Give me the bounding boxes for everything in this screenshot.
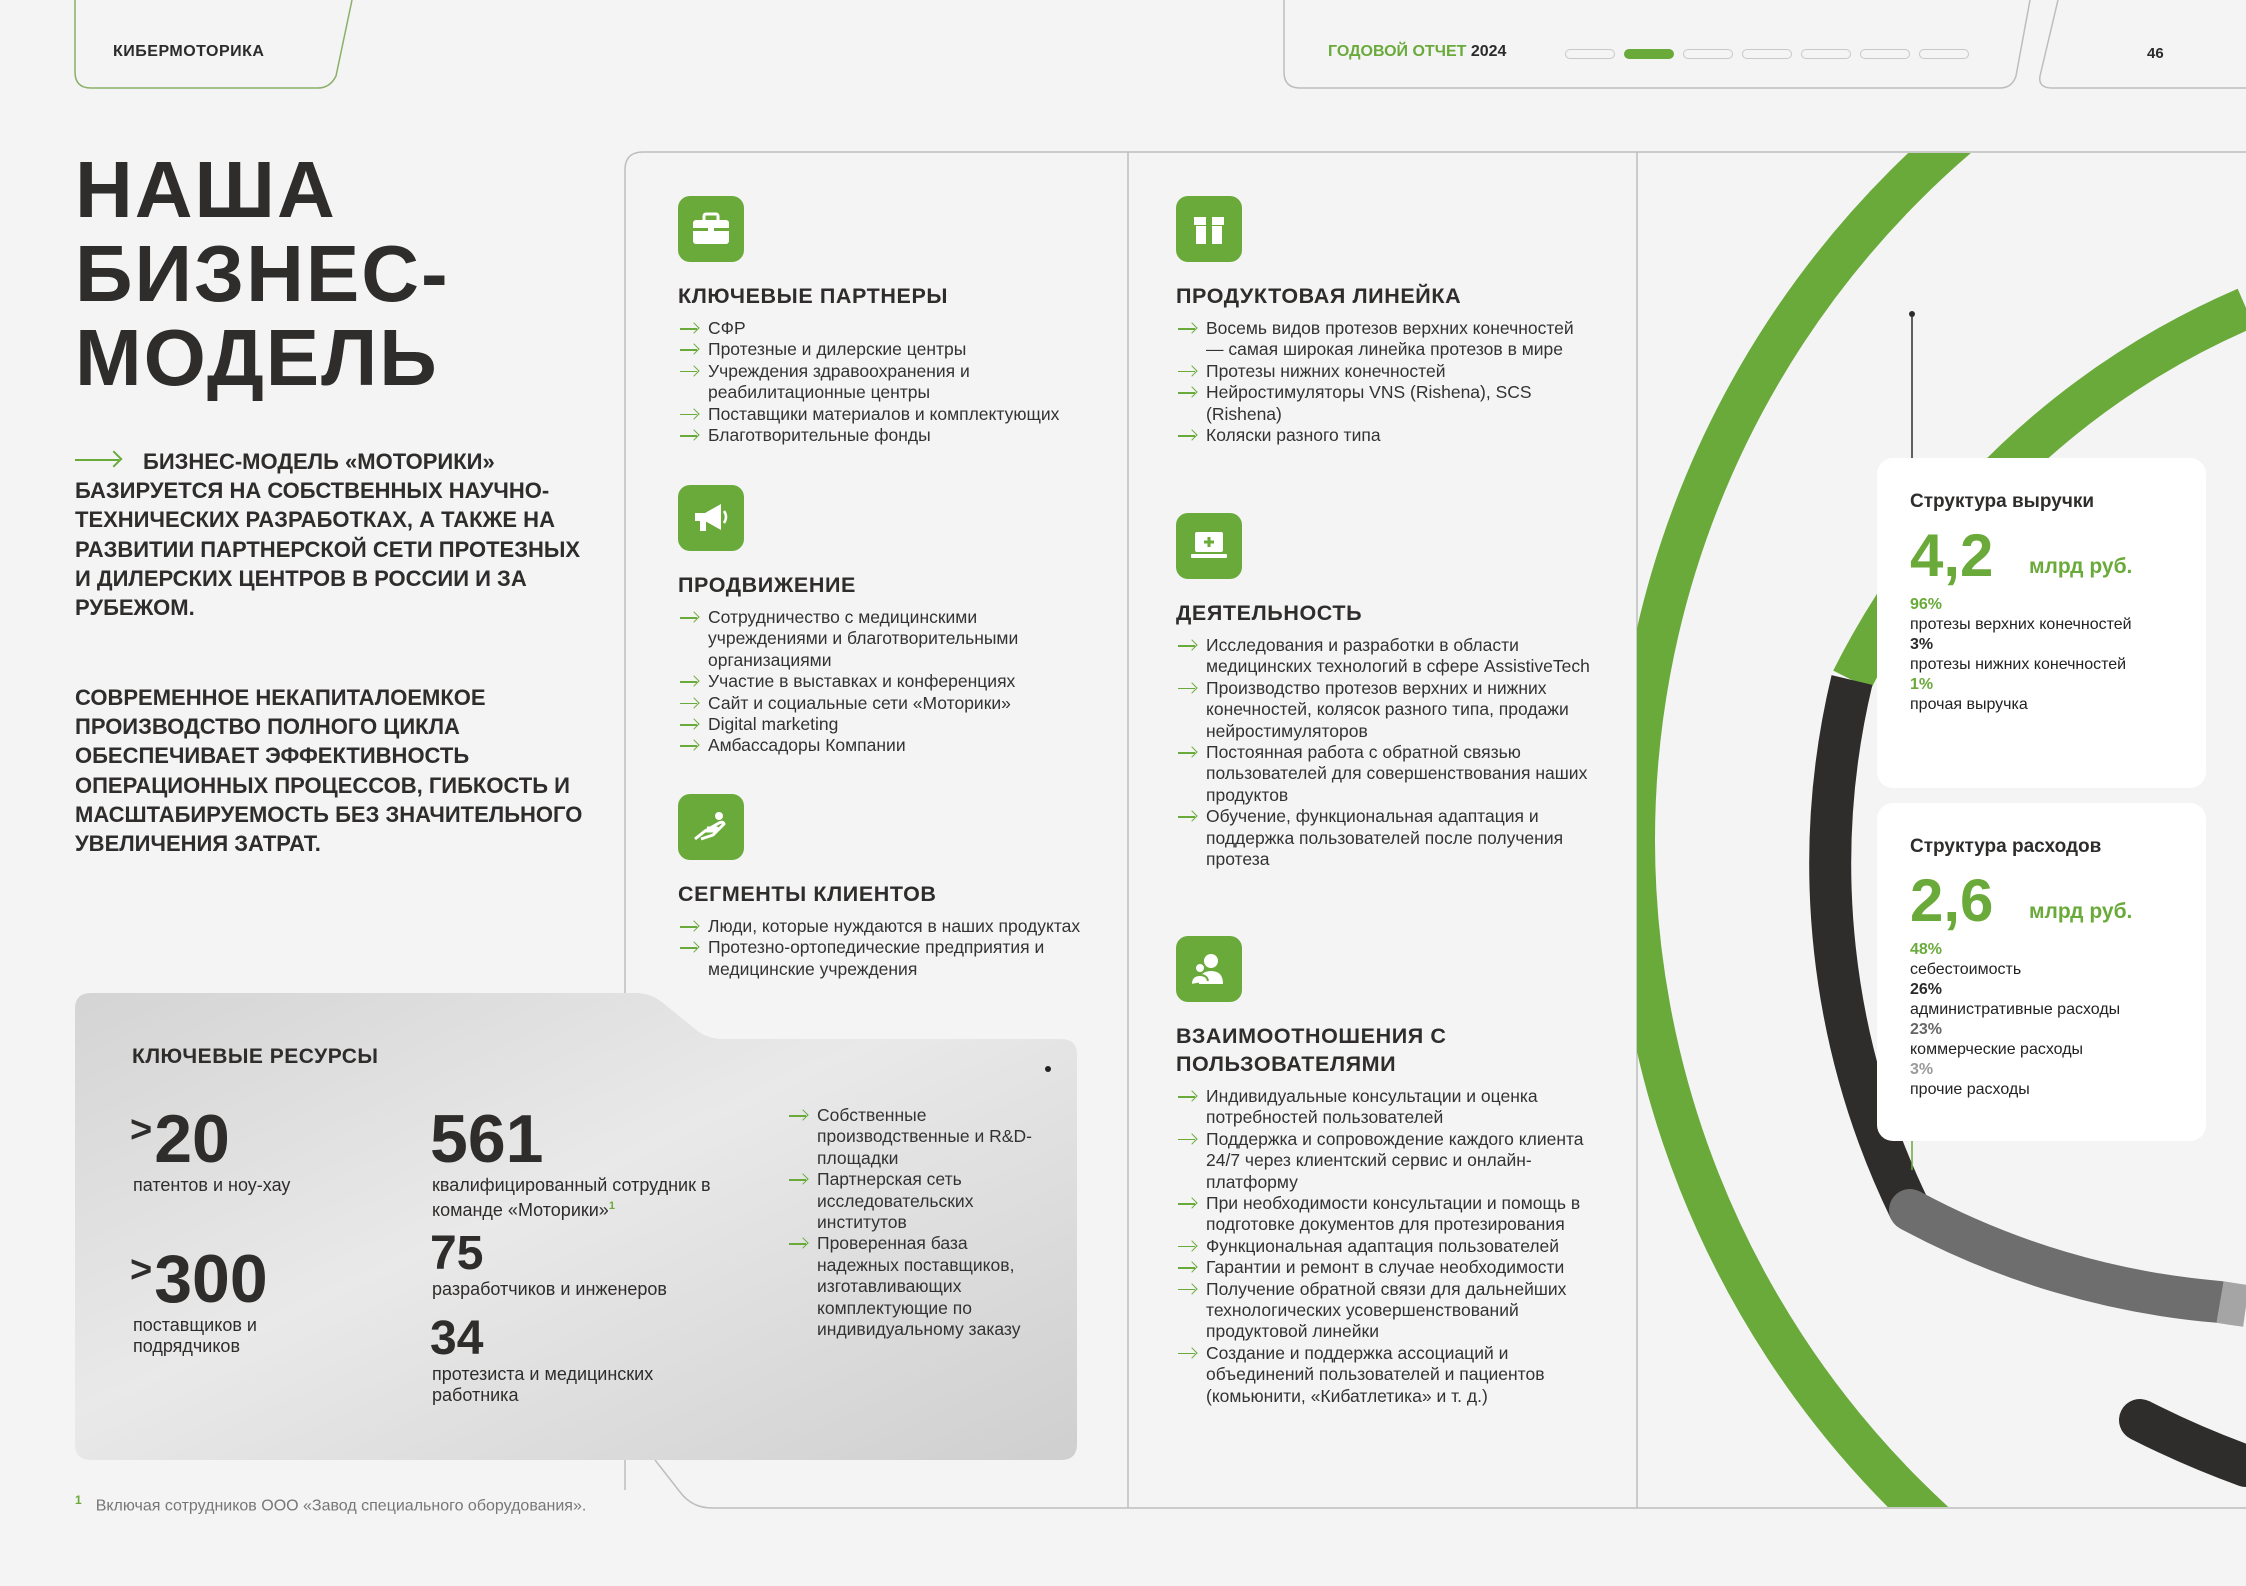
- activity-title: ДЕЯТЕЛЬНОСТЬ: [1176, 601, 1363, 625]
- revenue-ring-segment: [2140, 1420, 2246, 1466]
- engineers-value: 75: [430, 1227, 484, 1280]
- list-item: Протезные и дилерские центры: [678, 339, 1098, 360]
- list-item: Получение обратной связи для дальнейших технологических усовершенствований продуктовой линейки: [1176, 1279, 1596, 1343]
- list-item: Производство протезов верхних и нижних конечностей, колясок разного типа, продажи нейростимуляторов: [1176, 678, 1596, 742]
- title-line-1: НАША: [75, 145, 337, 234]
- lead-paragraph-2: СОВРЕМЕННОЕ НЕКАПИТАЛОЕМКОЕ ПРОИЗВОДСТВО ПОЛНОГО ЦИКЛА ОБЕСПЕЧИВАЕТ ЭФФЕКТИВНОСТЬ ОПЕРАЦИОННЫХ ПРОЦЕССОВ, ГИБКОСТЬ И МАСШТАБИРУЕМОСТЬ БЕЗ ЗНАЧИТЕЛЬНОГО УВЕЛИЧЕНИЯ ЗАТРАТ.: [75, 685, 583, 857]
- suppliers-label: поставщиков и подрядчиков: [133, 1315, 257, 1356]
- breakdown-label: протезы верхних конечностей: [1910, 616, 2132, 633]
- list-item: Обучение, функциональная адаптация и поддержка пользователей после получения протеза: [1176, 806, 1596, 870]
- list-item: Люди, которые нуждаются в наших продуктах: [678, 916, 1098, 937]
- list-item: Сотрудничество с медицинскими учреждениями и благотворительными организациями: [678, 607, 1098, 671]
- staff-value: 561: [430, 1101, 544, 1177]
- segments-title: СЕГМЕНТЫ КЛИЕНТОВ: [678, 882, 937, 906]
- revenue-unit: млрд руб.: [2029, 555, 2133, 578]
- title-line-2: БИЗНЕС-: [75, 229, 450, 318]
- breakdown-label: прочая выручка: [1910, 696, 2028, 713]
- list-item: Собственные производственные и R&D-площадки: [787, 1105, 1047, 1169]
- partners-title: КЛЮЧЕВЫЕ ПАРТНЕРЫ: [678, 284, 949, 308]
- medics-value: 34: [430, 1312, 484, 1365]
- revenue-title: Структура выручки: [1910, 491, 2095, 512]
- breakdown-label: коммерческие расходы: [1910, 1041, 2084, 1058]
- suppliers-value: 300: [154, 1241, 268, 1317]
- expenses-card: [1877, 803, 2206, 1141]
- expenses-value: 2,6: [1910, 867, 1994, 934]
- expenses-ring-grey: [1910, 1210, 2220, 1302]
- list-item: Поставщики материалов и комплектующих: [678, 404, 1098, 425]
- greater-sign: >: [130, 1249, 153, 1291]
- list-item: Участие в выставках и конференциях: [678, 671, 1098, 692]
- list-item: Благотворительные фонды: [678, 425, 1098, 446]
- list-item: Восемь видов протезов верхних конечностей — самая широкая линейка протезов в мире: [1176, 318, 1596, 361]
- products-title: ПРОДУКТОВАЯ ЛИНЕЙКА: [1176, 284, 1462, 308]
- staff-label-text: квалифицированный сотрудник в команде «Моторики»: [432, 1175, 711, 1220]
- patents-value: 20: [154, 1101, 230, 1177]
- brand-name: КИБЕРМОТОРИКА: [113, 43, 265, 60]
- resources-title: КЛЮЧЕВЫЕ РЕСУРСЫ: [132, 1045, 379, 1068]
- breakdown-percent: 3%: [1910, 636, 1934, 653]
- promotion-title: ПРОДВИЖЕНИЕ: [678, 573, 856, 597]
- breakdown-percent: 1%: [1910, 676, 1934, 693]
- footnote-mark: 1: [75, 1493, 82, 1507]
- footnote-text: Включая сотрудников ООО «Завод специального оборудования».: [95, 1497, 587, 1515]
- list-item: Поддержка и сопровождение каждого клиента 24/7 через клиентский сервис и онлайн-платформу: [1176, 1129, 1596, 1193]
- patents-label: патентов и ноу-хау: [133, 1175, 291, 1195]
- list-item: Сайт и социальные сети «Моторики»: [678, 693, 1098, 714]
- list-item: Гарантии и ремонт в случае необходимости: [1176, 1257, 1596, 1278]
- lead-text: БИЗНЕС-МОДЕЛЬ «МОТОРИКИ» БАЗИРУЕТСЯ НА СОБСТВЕННЫХ НАУЧНО-ТЕХНИЧЕСКИХ РАЗРАБОТКАХ, А ТАКЖЕ НА РАЗВИТИИ ПАРТНЕРСКОЙ СЕТИ ПРОТЕЗНЫХ И ДИЛЕРСКИХ ЦЕНТРОВ В РОССИИ И ЗА РУБЕЖОМ.: [75, 449, 581, 621]
- list-item: Индивидуальные консультации и оценка потребностей пользователей: [1176, 1086, 1596, 1129]
- expenses-unit: млрд руб.: [2029, 900, 2133, 923]
- revenue-breakdown: [1910, 595, 2132, 715]
- list-item: СФР: [678, 318, 1098, 339]
- list-item: Проверенная база надежных поставщиков, изготавливающих комплектующие по индивидуальному заказу: [787, 1233, 1047, 1340]
- list-item: Нейростимуляторы VNS (Rishena), SCS (Rishena): [1176, 382, 1596, 425]
- expenses-breakdown: [1910, 940, 2120, 1100]
- breakdown-percent: 3%: [1910, 1061, 1934, 1078]
- medics-label: протезиста и медицинских работника: [432, 1364, 654, 1405]
- expenses-title: Структура расходов: [1910, 836, 2102, 857]
- list-item: Создание и поддержка ассоциаций и объединений пользователей и пациентов (комьюнити, «Кибатлетика» и т. д.): [1176, 1343, 1596, 1407]
- list-item: Партнерская сеть исследовательских институтов: [787, 1169, 1047, 1233]
- list-item: Протезно-ортопедические предприятия и медицинские учреждения: [678, 937, 1098, 980]
- breakdown-percent: 23%: [1910, 1021, 1943, 1038]
- greater-sign: >: [130, 1109, 153, 1151]
- breakdown-label: протезы нижних конечностей: [1910, 656, 2127, 673]
- relations-title: ВЗАИМООТНОШЕНИЯ С ПОЛЬЗОВАТЕЛЯМИ: [1176, 1024, 1447, 1076]
- list-item: При необходимости консультации и помощь в подготовке документов для протезирования: [1176, 1193, 1596, 1236]
- report-label: ГОДОВОЙ ОТЧЕТ: [1328, 43, 1467, 60]
- breakdown-percent: 26%: [1910, 981, 1943, 998]
- revenue-value: 4,2: [1910, 522, 1994, 589]
- list-item: Протезы нижних конечностей: [1176, 361, 1596, 382]
- expenses-ring-light: [2220, 1302, 2246, 1306]
- list-item: Амбассадоры Компании: [678, 735, 1098, 756]
- engineers-label: разработчиков и инженеров: [432, 1279, 667, 1299]
- report-year: 2024: [1470, 43, 1507, 60]
- breakdown-label: административные расходы: [1910, 1001, 2121, 1018]
- footnote-ref: 1: [608, 1200, 615, 1212]
- breakdown-percent: 96%: [1910, 596, 1943, 613]
- title-line-3: МОДЕЛЬ: [75, 313, 439, 402]
- list-item: Учреждения здравоохранения и реабилитационные центры: [678, 361, 1098, 404]
- breakdown-label: прочие расходы: [1910, 1081, 2030, 1098]
- breakdown-label: себестоимость: [1910, 961, 2022, 978]
- breakdown-percent: 48%: [1910, 941, 1943, 958]
- revenue-ring-outer: [1634, 0, 2246, 1586]
- footnote: [75, 1493, 586, 1515]
- list-item: Постоянная работа с обратной связью пользователей для совершенствования наших продуктов: [1176, 742, 1596, 806]
- page-number: 46: [2147, 45, 2164, 62]
- revenue-card: [1877, 458, 2206, 788]
- list-item: Функциональная адаптация пользователей: [1176, 1236, 1596, 1257]
- list-item: Коляски разного типа: [1176, 425, 1596, 446]
- list-item: Исследования и разработки в области медицинских технологий в сфере AssistiveTech: [1176, 635, 1596, 678]
- list-item: Digital marketing: [678, 714, 1098, 735]
- connector-dot: [1909, 311, 1915, 317]
